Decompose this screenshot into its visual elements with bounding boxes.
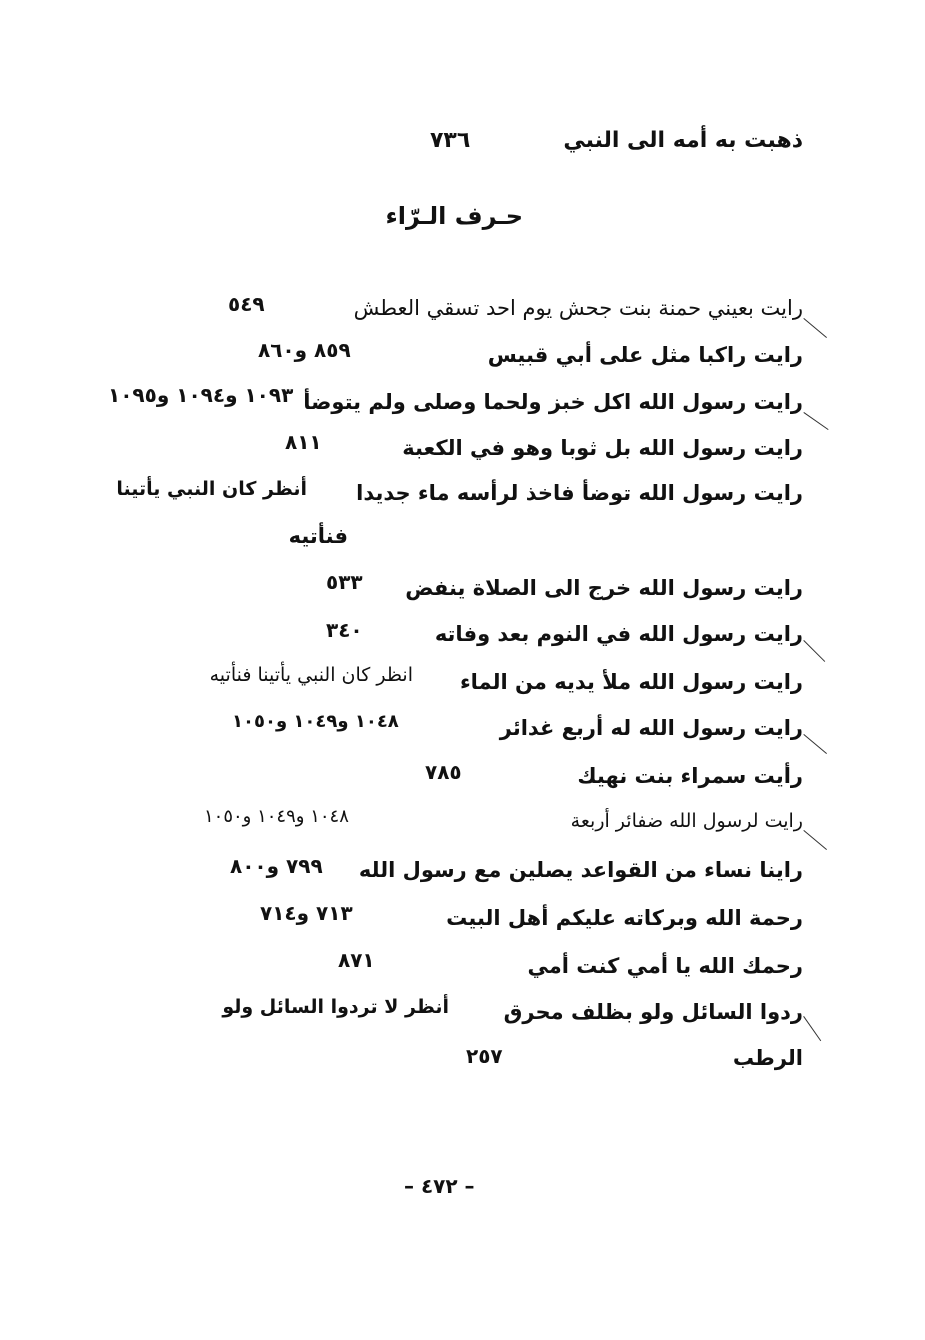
entry-reference: انظر كان النبي يأتينا فنأتيه <box>209 664 413 686</box>
entry-number: ١٠٩٣ و١٠٩٤ و١٠٩٥ <box>108 383 294 407</box>
entry-text: رأيت سمراء بنت نهيك <box>577 764 803 788</box>
entry-reference: أنظر كان النبي يأتينا <box>116 478 307 500</box>
entry-number: ٧٨٥ <box>425 760 462 784</box>
entry-number: ٧٩٩ و٨٠٠ <box>230 854 323 878</box>
entry-number: ٢٥٧ <box>466 1044 503 1068</box>
entry-text: رايت بعيني حمنة بنت جحش يوم احد تسقي العطش <box>353 296 803 320</box>
entry-text: رحمك الله يا أمي كنت أمي <box>527 954 803 978</box>
entry-number: ٥٣٣ <box>326 570 363 594</box>
section-title: حـرف الـرّاء <box>385 202 523 230</box>
entry-reference: أنظر لا تردوا السائل ولو <box>222 996 449 1018</box>
entry-continuation: فنأتيه <box>288 524 348 548</box>
entry-text: ردوا السائل ولو بظلف محرق <box>503 1000 803 1024</box>
entry-text: رايت راكبا مثل على أبي قبيس <box>487 343 803 367</box>
entry-text: رايت رسول الله في النوم بعد وفاته <box>434 622 803 646</box>
entry-number: ٨١١ <box>285 430 322 454</box>
entry-number: ٨٧١ <box>338 948 375 972</box>
entry-text: رايت رسول الله بل ثوبا وهو في الكعبة <box>402 436 803 460</box>
entry-number: ١٠٤٨ و١٠٤٩ و١٠٥٠ <box>232 711 399 732</box>
margin-mark <box>803 640 825 662</box>
entry-text: رحمة الله وبركاته عليكم أهل البيت <box>446 906 803 930</box>
margin-mark <box>803 412 828 430</box>
entry-number: ٥٤٩ <box>228 292 265 316</box>
margin-mark <box>803 1016 821 1041</box>
entry-number: ١٠٤٨ و١٠٤٩ و١٠٥٠ <box>204 806 349 827</box>
margin-mark <box>803 318 827 338</box>
entry-continuation: الرطب <box>732 1046 803 1070</box>
entry-text: رايت رسول الله اكل خبز ولحما وصلى ولم يتوضأ <box>303 390 803 414</box>
margin-mark <box>803 830 827 850</box>
header-number: ٧٣٦ <box>430 128 471 153</box>
entry-number: ٣٤٠ <box>326 618 363 642</box>
entry-text: رايت رسول الله له أربع غدائر <box>499 716 803 740</box>
margin-mark <box>803 734 827 754</box>
entry-text: رايت رسول الله ملأ يديه من الماء <box>459 670 803 694</box>
header-title: ذهبت به أمه الى النبي <box>563 128 803 153</box>
page-number: – ٤٧٢ – <box>404 1174 475 1198</box>
entry-text: راينا نساء من القواعد يصلين مع رسول الله <box>358 858 803 882</box>
entry-number: ٧١٣ و٧١٤ <box>260 901 353 925</box>
entry-text: رايت رسول الله توضأ فاخذ لرأسه ماء جديدا <box>356 481 803 505</box>
entry-number: ٨٥٩ و٨٦٠ <box>258 338 351 362</box>
entry-text: رايت رسول الله خرج الى الصلاة ينفض <box>405 576 803 600</box>
entry-text: رايت لرسول الله ضفائر أربعة <box>570 810 803 832</box>
